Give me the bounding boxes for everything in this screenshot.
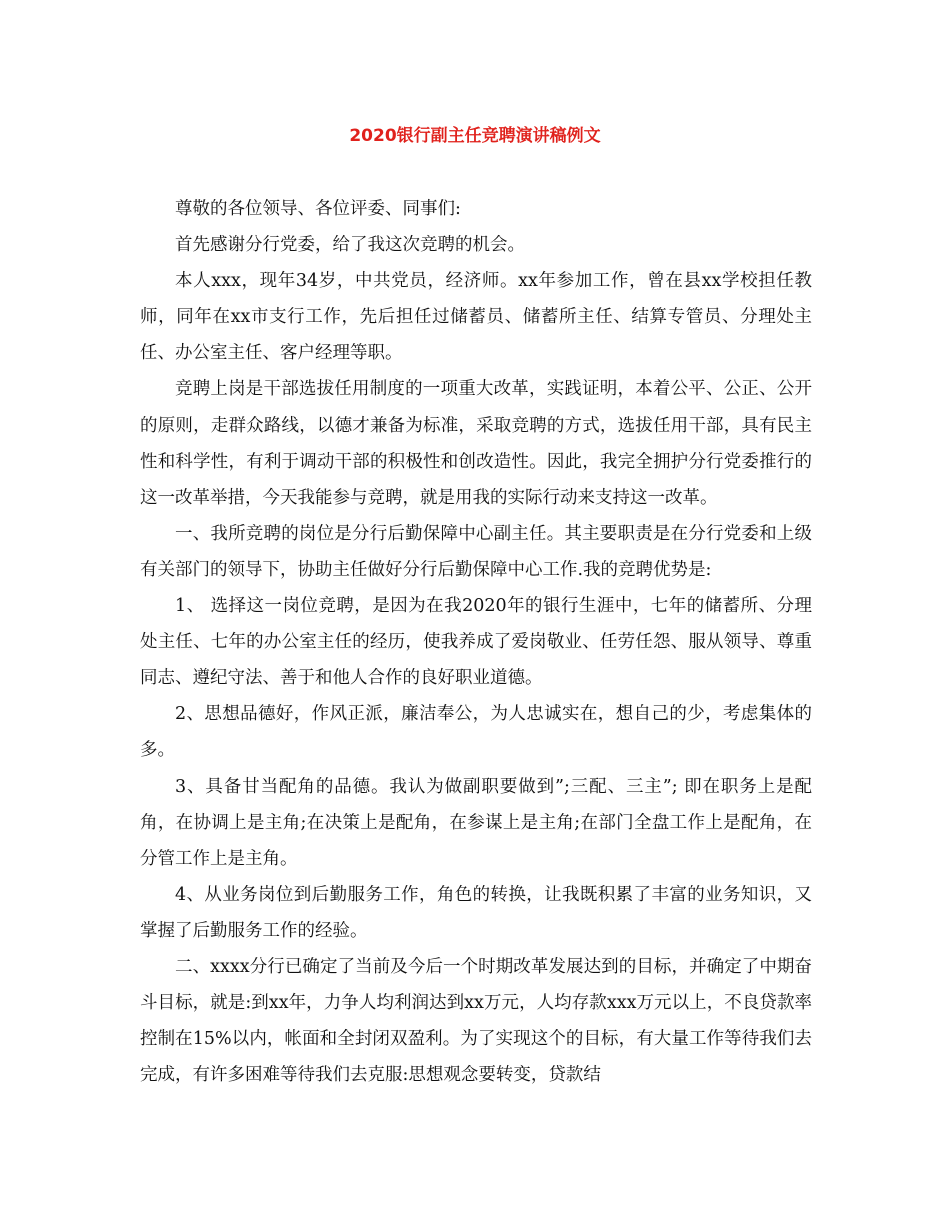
paragraph-point-2: 2、思想品德好，作风正派，廉洁奉公，为人忠诚实在，想自己的少，考虑集体的多。 xyxy=(140,704,812,761)
paragraph-point-4: 4、从业务岗位到后勤服务工作，角色的转换，让我既积累了丰富的业务知识，又掌握了后勤服务工作的经验。 xyxy=(140,884,812,941)
paragraph-thanks: 首先感谢分行党委，给了我这次竞聘的机会。 xyxy=(175,235,525,256)
paragraph-salutation: 尊敬的各位领导、各位评委、同事们: xyxy=(175,199,461,219)
document-body xyxy=(140,191,812,1093)
paragraph-section-two: 二、xxxx分行已确定了当前及今后一个时期改革发展达到的目标，并确定了中期奋斗目标，就是:到xx年，力争人均利润达到xx万元，人均存款xxx万元以上，不良贷款率控制在15%以内，帐面和全封闭双盈利。为了实现这个的目标，有大量工作等待我们去完成，有许多困难等待我们去克服:思想观念要转变，贷款结 xyxy=(140,956,812,1086)
paragraph-reform-support: 竞聘上岗是干部选拔任用制度的一项重大改革，实践证明，本着公平、公正、公开的原则，走群众路线，以德才兼备为标准，采取竞聘的方式，选拔任用干部，具有民主性和科学性，有利于调动干部的积极性和创改造性。因此，我完全拥护分行党委推行的这一改革举措，今天我能参与竞聘，就是用我的实际行动来支持这一改革。 xyxy=(140,379,812,508)
paragraph-point-1: 1、 选择这一岗位竞聘，是因为在我2020年的银行生涯中，七年的储蓄所、分理处主任、七年的办公室主任的经历，使我养成了爱岗敬业、任劳任怨、服从领导、尊重同志、遵纪守法、善于和他人合作的良好职业道德。 xyxy=(140,596,812,689)
paragraph-section-one: 一、我所竞聘的岗位是分行后勤保障中心副主任。其主要职责是在分行党委和上级有关部门的领导下，协助主任做好分行后勤保障中心工作.我的竞聘优势是: xyxy=(140,523,812,580)
paragraph-point-3: 3、具备甘当配角的品德。我认为做副职要做到”;三配、三主”; 即在职务上是配角，在协调上是主角;在决策上是配角，在参谋上是主角;在部门全盘工作上是配角，在分管工作上是主角。 xyxy=(140,776,812,869)
paragraph-self-intro: 本人xxx，现年34岁，中共党员，经济师。xx年参加工作，曾在县xx学校担任教师，同年在xx市支行工作，先后担任过储蓄员、储蓄所主任、结算专管员、分理处主任、办公室主任、客户经理等职。 xyxy=(140,271,812,364)
document-title: 2020银行副主任竞聘演讲稿例文 xyxy=(349,126,601,146)
